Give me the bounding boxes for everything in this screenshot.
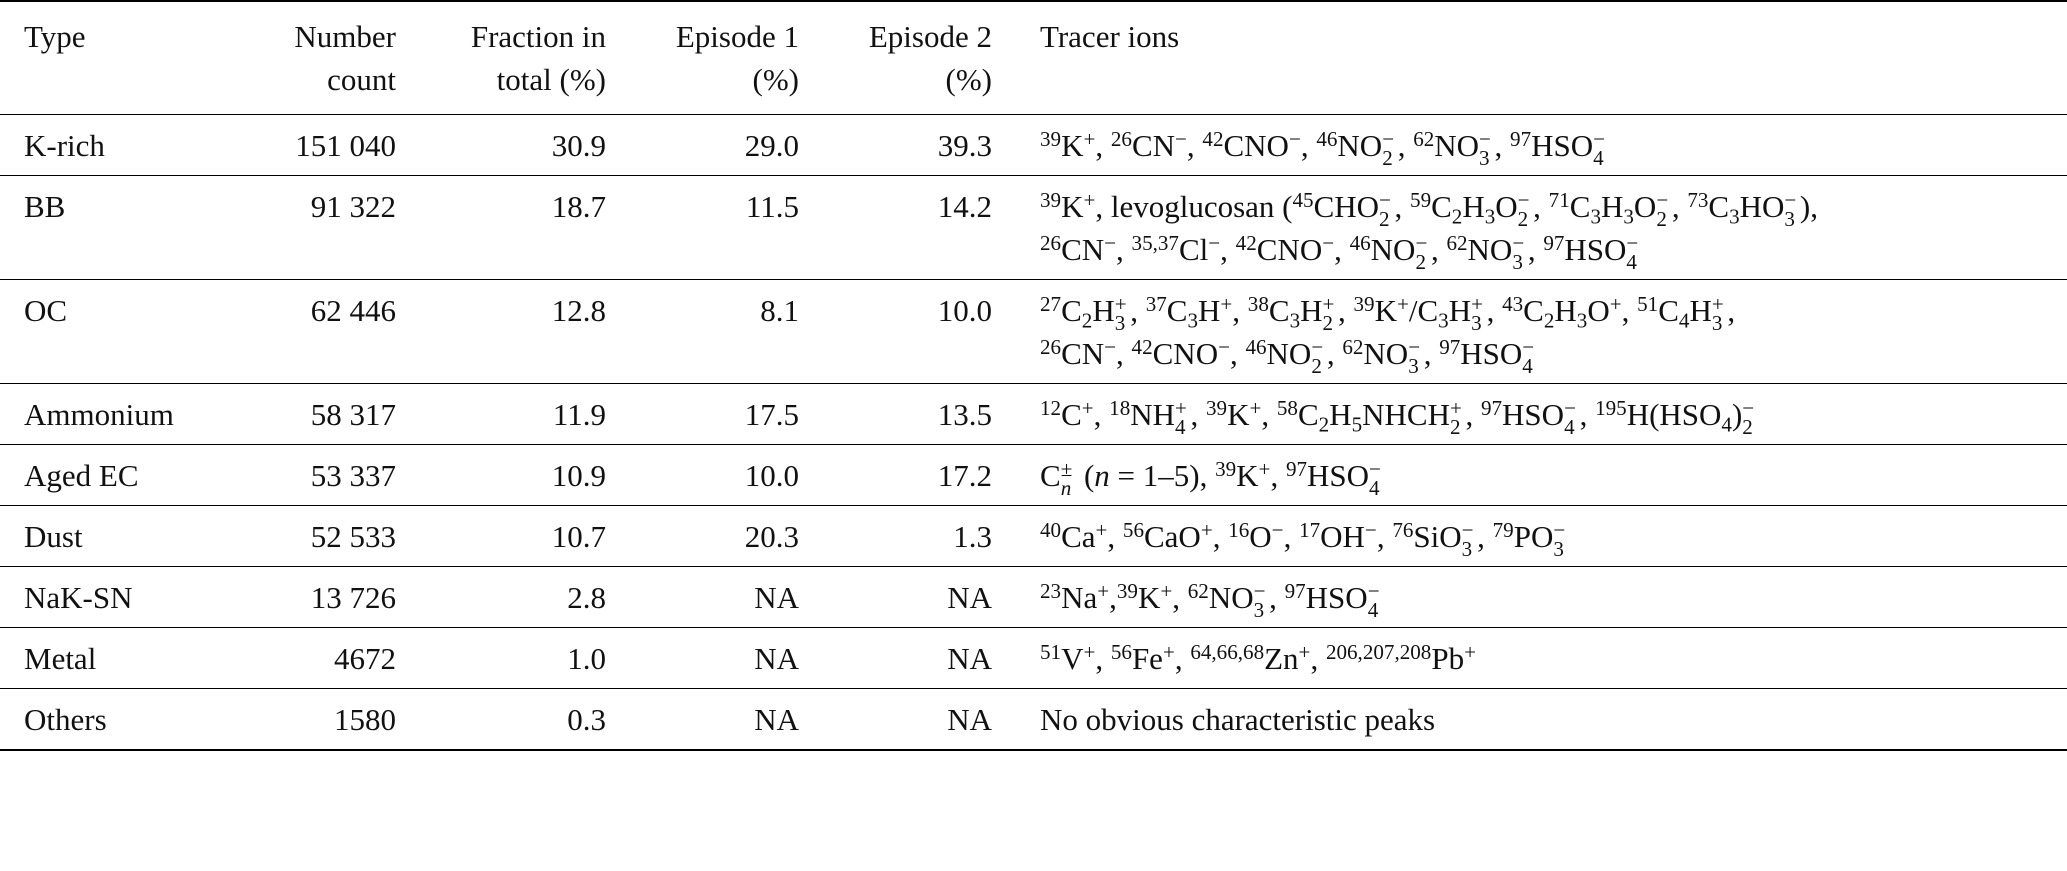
cell-type: Ammonium [24, 397, 174, 432]
cell-count: 1580 [334, 702, 396, 737]
cell-fraction: 11.9 [552, 397, 606, 432]
cell-tracer-ions: $^{27}C_2H$ + 3 , $^{37}C_3H^+$, $^{38}C_3H$ + 2 , $^{39}K^+/C_3H$ + 3 , $^{43}C_2H_3O^+$, $^{51}C_4H$ + 3 , $^{26}$CN−, $^{42}$CNO−, $^{46}$NO − 2 , $^{62}$NO − 3 , $^{97}$HSO − 4 [1040, 291, 1736, 378]
cell-count: 13 726 [310, 580, 396, 615]
cell-episode1: NA [754, 580, 799, 615]
cell-fraction: 1.0 [567, 641, 606, 676]
table-row [0, 384, 2067, 445]
cell-fraction: 30.9 [551, 128, 606, 163]
cell-fraction: 0.3 [567, 702, 606, 737]
header-episode1 [606, 1, 799, 115]
header-number-count [220, 1, 396, 115]
header-episode1-line2: (%) [752, 62, 799, 97]
cell-episode1: 17.5 [744, 397, 799, 432]
cell-tracer-ions: $^{40}$Ca+, $^{56}$CaO+, $^{16}$O−, $^{17}$OH−, $^{76}$SiO − 3 , $^{79}$PO − 3 [1040, 517, 1566, 561]
cell-episode1: 20.3 [744, 519, 799, 554]
cell-count: 62 446 [310, 293, 396, 328]
cell-type: BB [24, 189, 66, 224]
cell-fraction: 18.7 [551, 189, 606, 224]
table-row [0, 506, 2067, 567]
cell-episode2: 39.3 [937, 128, 992, 163]
table-row [0, 445, 2067, 506]
cell-episode2: NA [947, 702, 992, 737]
cell-tracer-ions: $^{23}$Na+,$^{39}$K+, $^{62}$NO − 3 , $^{97}$HSO − 4 [1040, 578, 1380, 622]
header-episode2-line1: Episode 2 [868, 19, 992, 54]
table-row [0, 280, 2067, 384]
cell-episode1: 8.1 [760, 293, 799, 328]
header-episode1-line1: Episode 1 [675, 19, 799, 54]
cell-tracer-ions: $^{12}$C+, $^{18}$NH + 4 , $^{39}$K+, $^{58}C_2H_5NHCH$ + 2 , $^{97}$HSO − 4 , $^{195}H(HSO_4)$ − 2 [1040, 395, 1755, 439]
table-row [0, 567, 2067, 628]
cell-count: 91 322 [310, 189, 396, 224]
cell-tracer-ions: $^{39}$K+, $^{26}$CN−, $^{42}$CNO−, $^{46}$NO − 2 , $^{62}$NO − 3 , $^{97}$HSO − 4 [1040, 126, 1606, 170]
cell-count: 58 317 [310, 397, 396, 432]
cell-tracer-ions: $^{51}$V+, $^{56}$Fe+, $^{64,66,68}$Zn+, $^{206,207,208}$Pb+ [1040, 639, 1476, 676]
header-episode2-line2: (%) [945, 62, 992, 97]
table-row [0, 115, 2067, 176]
cell-fraction: 12.8 [551, 293, 606, 328]
cell-tracer-ions: C ± n (n = 1–5), $^{39}$K+, $^{97}$HSO − 4 [1040, 456, 1381, 500]
cell-count: 4672 [334, 641, 396, 676]
table-header-row [0, 1, 2067, 115]
header-number-count-line2: count [327, 62, 396, 97]
cell-tracer-ions: No obvious characteristic peaks [1040, 702, 1436, 737]
header-tracer-ions: Tracer ions [1040, 19, 1180, 54]
cell-episode1: NA [754, 641, 799, 676]
cell-tracer-ions: $^{39}$K+, levoglucosan ($^{45}$CHO − 2 , $^{59}C_2H_3O$ − 2 , $^{71}C_3H_3O$ − 2 , $^{73}C_3HO$ − 3 ), $^{26}$CN−, $^{35,37}$Cl−, $^{42}$CNO−, $^{46}$NO − 2 , $^{62}$NO − 3 , $^{97}$HSO − 4 [1040, 187, 1818, 274]
cell-episode2: 14.2 [937, 189, 992, 224]
table-row [0, 176, 2067, 280]
cell-fraction: 10.9 [551, 458, 606, 493]
cell-count: 52 533 [310, 519, 396, 554]
cell-episode1: 29.0 [744, 128, 799, 163]
cell-type: Dust [24, 519, 83, 554]
header-fraction [396, 1, 606, 115]
cell-episode2: 10.0 [937, 293, 992, 328]
cell-episode1: 10.0 [744, 458, 799, 493]
header-type: Type [24, 19, 86, 54]
cell-count: 151 040 [295, 128, 396, 163]
header-fraction-line2: total (%) [496, 62, 606, 97]
header-episode2 [799, 1, 992, 115]
cell-type: Others [24, 702, 107, 737]
header-number-count-line1: Number [294, 19, 396, 54]
cell-type: OC [24, 293, 68, 328]
cell-type: Aged EC [24, 458, 139, 493]
cell-episode2: 13.5 [937, 397, 992, 432]
cell-type: Metal [24, 641, 97, 676]
cell-fraction: 10.7 [551, 519, 606, 554]
header-fraction-line1: Fraction in [470, 19, 606, 54]
cell-episode1: NA [754, 702, 799, 737]
cell-fraction: 2.8 [567, 580, 606, 615]
cell-episode2: 1.3 [953, 519, 992, 554]
cell-episode2: NA [947, 641, 992, 676]
table-row [0, 628, 2067, 689]
cell-type: K-rich [24, 128, 105, 163]
cell-episode2: 17.2 [937, 458, 992, 493]
cell-episode1: 11.5 [745, 189, 799, 224]
table-row [0, 689, 2067, 751]
cell-type: NaK-SN [24, 580, 133, 615]
cell-episode2: NA [947, 580, 992, 615]
cell-count: 53 337 [310, 458, 396, 493]
